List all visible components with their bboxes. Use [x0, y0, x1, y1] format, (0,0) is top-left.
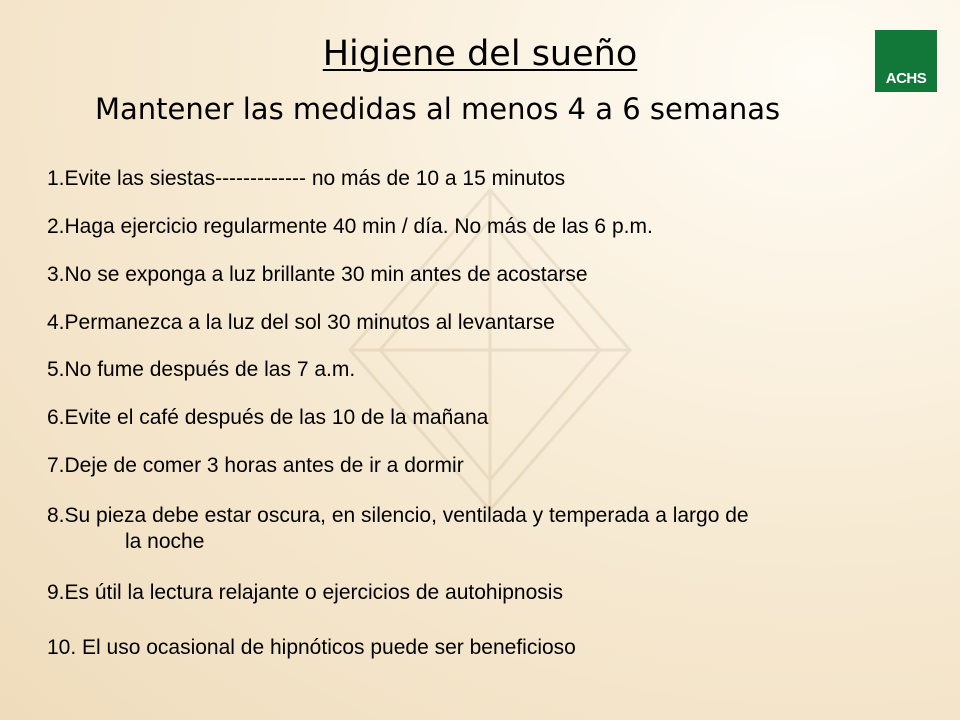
list-item: [47, 635, 576, 661]
list-item: [47, 405, 488, 431]
list-item-text: 9.Es útil la lectura relajante o ejercicios de autohipnosis: [47, 581, 563, 604]
list-item-text: 3.No se exponga a luz brillante 30 min antes de acostarse: [47, 263, 588, 286]
list-item: [47, 357, 355, 383]
list-item-text: 8.Su pieza debe estar oscura, en silencio, ventilada y temperada a largo de: [47, 504, 749, 527]
page-title: Higiene del sueño: [322, 34, 638, 74]
list-item-text: 5.No fume después de las 7 a.m.: [47, 358, 356, 381]
achs-logo: [875, 30, 937, 92]
list-item: [47, 503, 749, 555]
list-item: [47, 166, 565, 192]
list-item: [47, 580, 563, 606]
list-item: [47, 310, 555, 336]
list-item-continuation: la noche: [125, 530, 205, 553]
list-item: [47, 453, 464, 479]
list-item: [47, 214, 653, 240]
list-item-text: 6.Evite el café después de las 10 de la mañana: [47, 406, 489, 429]
list-item: [47, 262, 588, 288]
page-subtitle: Mantener las medidas al menos 4 a 6 semanas: [95, 92, 781, 126]
list-item-text: 7.Deje de comer 3 horas antes de ir a dormir: [47, 454, 464, 477]
list-item-text: 10. El uso ocasional de hipnóticos puede ser beneficioso: [47, 636, 576, 659]
logo-text: ACHS: [885, 70, 927, 87]
list-item-text: 1.Evite las siestas------------- no más de 10 a 15 minutos: [47, 167, 566, 190]
list-item-text: 4.Permanezca a la luz del sol 30 minutos al levantarse: [47, 311, 555, 334]
list-item-text: 2.Haga ejercicio regularmente 40 min / día. No más de las 6 p.m.: [47, 215, 653, 238]
